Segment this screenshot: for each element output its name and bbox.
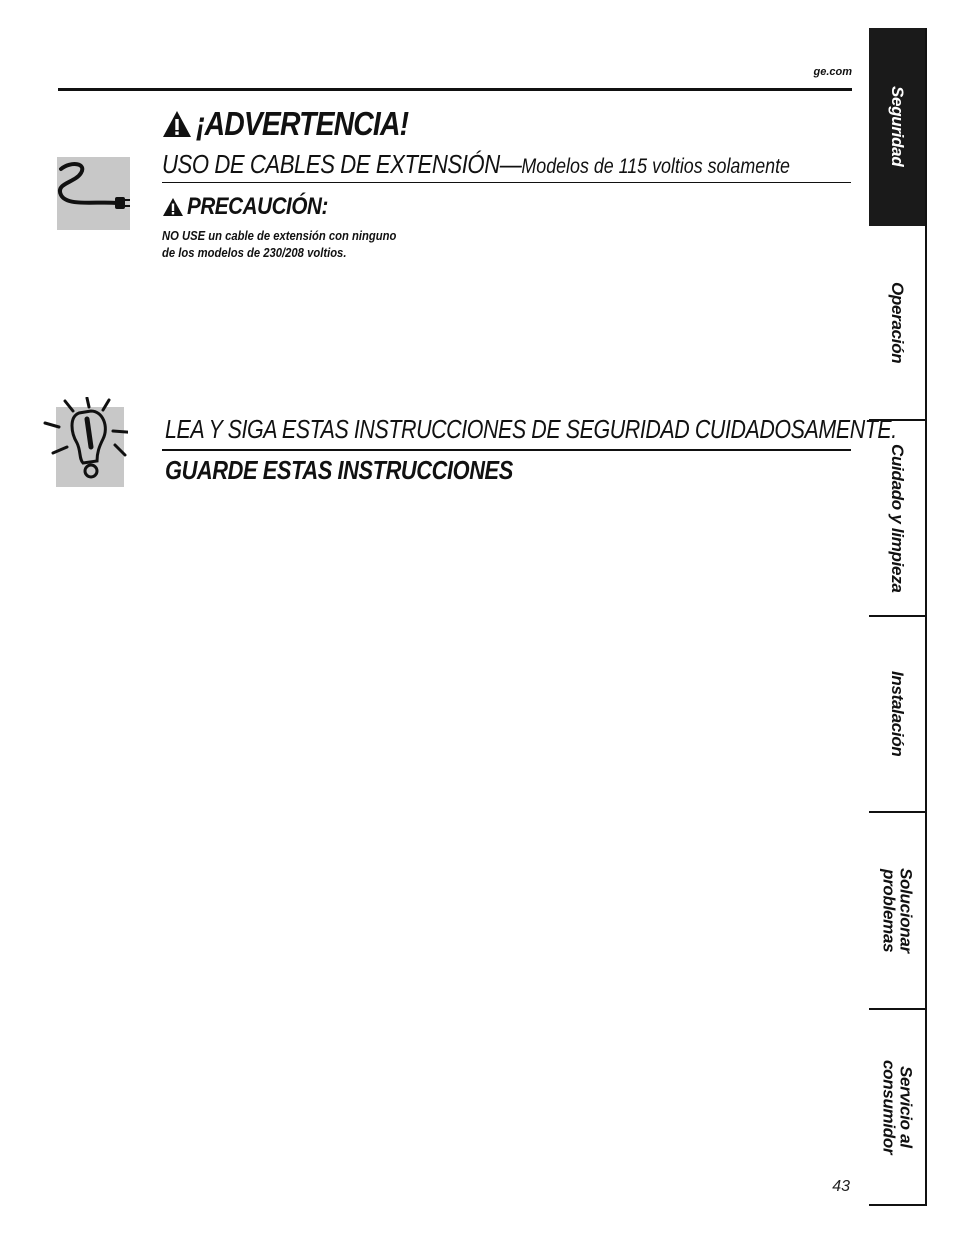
caution-heading xyxy=(162,193,351,221)
caution-text xyxy=(162,228,396,262)
caution-line-1 xyxy=(162,228,396,245)
warning-triangle-icon xyxy=(162,197,184,217)
tab-label: Cuidado y limpieza xyxy=(888,443,907,593)
caution-title: PRECAUCIÓN: xyxy=(187,193,328,220)
site-url: ge.com xyxy=(813,66,852,78)
warning-triangle-icon xyxy=(162,110,192,138)
extension-cord-heading xyxy=(162,149,790,180)
tab-instalacion[interactable] xyxy=(869,617,926,813)
tab-cuidado-y-limpieza[interactable] xyxy=(869,421,926,617)
tab-label: Servicio al consumidor xyxy=(879,1059,916,1155)
top-divider xyxy=(58,88,852,91)
tab-seguridad[interactable] xyxy=(869,28,926,226)
section-tabs xyxy=(869,28,926,1206)
tab-operacion[interactable] xyxy=(869,226,926,421)
save-instructions-text: GUARDE ESTAS INSTRUCCIONES xyxy=(165,455,513,485)
tab-label: Operación xyxy=(888,281,907,364)
em-dash: — xyxy=(499,149,522,179)
tab-servicio-al-consumidor[interactable] xyxy=(869,1010,926,1206)
caution-line-2: de los modelos de 230/208 voltios. xyxy=(162,246,347,260)
caution-line-1-rest: un cable de extensión con ninguno xyxy=(205,229,397,243)
tabs-right-border xyxy=(925,28,927,1206)
instructions-divider xyxy=(162,449,851,451)
extension-cord-divider xyxy=(162,182,851,183)
warning-title: ¡ADVERTENCIA! xyxy=(196,105,409,142)
light-bulb-exclamation-icon xyxy=(43,397,128,487)
extension-cord-title: USO DE CABLES DE EXTENSIÓN xyxy=(162,149,500,179)
tab-label: Instalación xyxy=(888,671,907,757)
read-instructions-text: LEA Y SIGA ESTAS INSTRUCCIONES DE SEGURIDAD CUIDADOSAMENTE. xyxy=(165,416,897,444)
tab-solucionar-problemas[interactable] xyxy=(869,813,926,1010)
tab-label: Seguridad xyxy=(888,85,907,167)
caution-lead: NO USE xyxy=(162,229,206,243)
extension-cord-subtitle: Modelos de 115 voltios solamente xyxy=(521,155,790,178)
extension-cord-icon xyxy=(57,157,130,230)
tab-label: Solucionar problemas xyxy=(879,868,916,953)
warning-heading xyxy=(162,104,443,144)
page-number: 43 xyxy=(832,1178,850,1195)
